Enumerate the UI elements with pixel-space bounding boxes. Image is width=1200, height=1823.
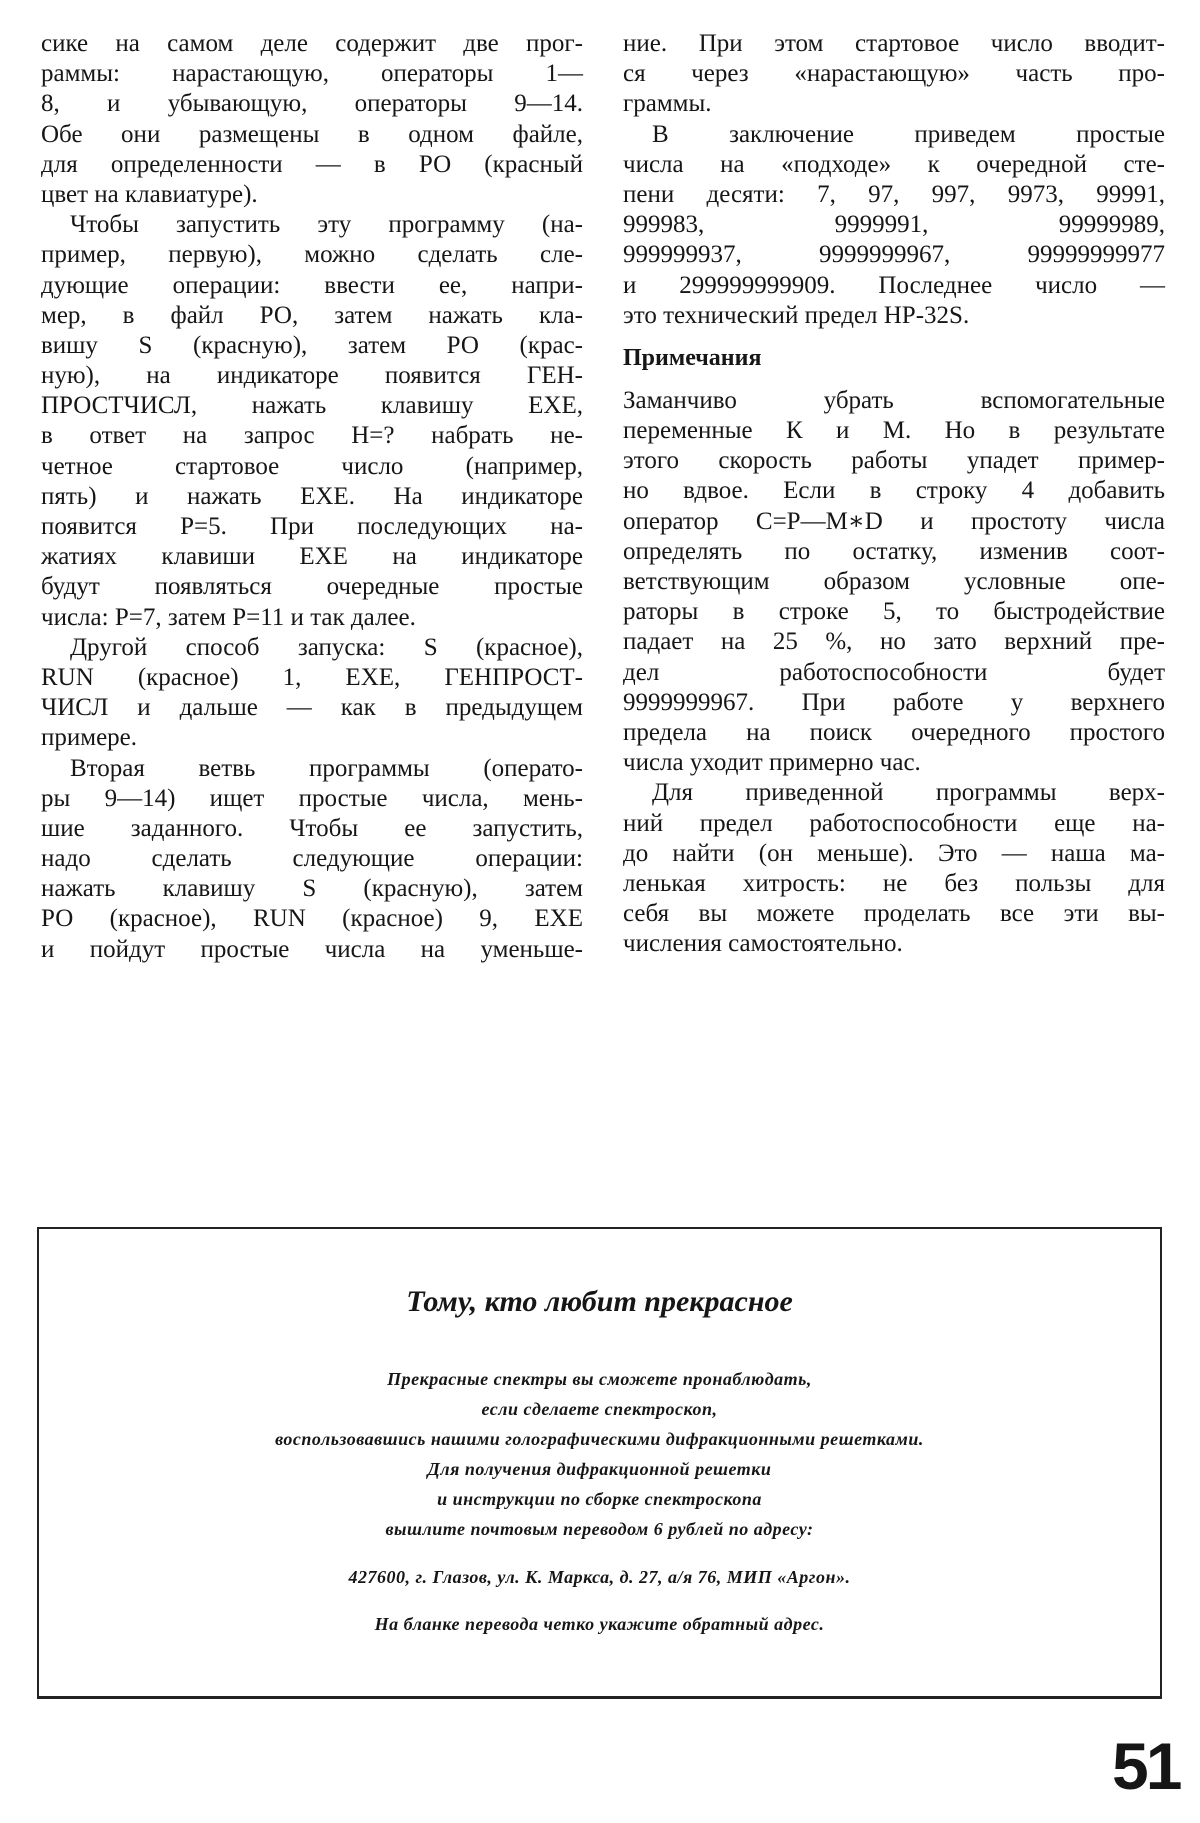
advertisement-address: 427600, г. Глазов, ул. К. Маркса, д. 27, а/я 76, МИП «Аргон».: [348, 1567, 851, 1587]
text-line: себя вы можете проделать все эти вы-: [623, 900, 1165, 928]
text-line: 9999999967. При работе у верхнего: [623, 688, 1165, 716]
text-line: жатиях клавиши EXE на индикаторе: [41, 543, 583, 571]
text-line: мер, в файл РО, затем нажать кла-: [41, 301, 583, 329]
text-line: определять по остатку, изменив соот-: [623, 537, 1165, 565]
text-line: Для приведенной программы верх-: [652, 779, 1165, 807]
text-line: ную), на индикаторе появится ГЕН-: [41, 362, 583, 390]
left-text-column: [41, 29, 583, 965]
text-line: переменные К и М. Но в результате: [623, 417, 1165, 445]
text-line: Другой способ запуска: S (красное),: [70, 633, 583, 661]
text-line: ЧИСЛ и дальше — как в предыдущем: [41, 694, 583, 722]
text-line: оператор C=P—M∗D и простоту числа: [623, 507, 1165, 535]
text-line: граммы.: [623, 90, 712, 118]
text-line: это технический предел HP-32S.: [623, 301, 970, 329]
text-line: РО (красное), RUN (красное) 9, EXE: [41, 905, 583, 933]
text-line: пример, первую), можно сделать сле-: [41, 241, 583, 269]
text-line: раторы в строке 5, то быстродействие: [623, 598, 1165, 626]
text-line: 999983, 9999991, 99999989,: [623, 211, 1165, 239]
text-line: предела на поиск очередного простого: [623, 718, 1165, 746]
text-line: числения самостоятельно.: [623, 930, 903, 958]
text-line: 999999937, 9999999967, 99999999977: [623, 241, 1165, 269]
text-line: числа уходит примерно час.: [623, 749, 921, 777]
text-line: и 299999999909. Последнее число —: [623, 271, 1165, 299]
text-line: цвет на клавиатуре).: [41, 180, 258, 208]
text-line: шие заданного. Чтобы ее запустить,: [41, 814, 583, 842]
text-line: вишу S (красную), затем РО (крас-: [41, 331, 583, 359]
text-line: числа: Р=7, затем Р=11 и так далее.: [41, 603, 416, 631]
advertisement-line: если сделаете спектроскоп,: [481, 1399, 718, 1419]
advertisement-line: На бланке перевода четко укажите обратный адрес.: [374, 1614, 825, 1634]
text-line: появится Р=5. При последующих на-: [41, 513, 583, 540]
text-line: сике на самом деле содержит две прог-: [41, 30, 583, 57]
advertisement-title: Тому, кто любит прекрасное: [406, 1285, 793, 1318]
text-line: для определенности — в РО (красный: [41, 150, 583, 178]
advertisement-line: Для получения дифракционной решетки: [427, 1459, 772, 1479]
text-line: ние. При этом стартовое число вводит-: [623, 30, 1165, 57]
text-line: примере.: [41, 724, 138, 752]
text-line: ний предел работоспособности еще на-: [623, 809, 1165, 837]
advertisement-line: и инструкции по сборке спектроскопа: [437, 1489, 762, 1509]
text-line: пени десяти: 7, 97, 997, 9973, 99991,: [623, 180, 1165, 208]
text-line: нажать клавишу S (красную), затем: [41, 875, 583, 903]
page-number: 51: [1112, 1729, 1180, 1803]
text-line: но вдвое. Если в строку 4 добавить: [623, 477, 1165, 505]
text-line: и пойдут простые числа на уменьше-: [41, 935, 583, 963]
text-line: дел работоспособности будет: [623, 658, 1165, 686]
text-line: до найти (он меньше). Это — наша ма-: [623, 839, 1165, 867]
advertisement-line: вышлите почтовым переводом 6 рублей по адресу:: [385, 1519, 814, 1539]
text-line: ленькая хитрость: не без пользы для: [623, 869, 1165, 897]
text-line: Обе они размещены в одном файле,: [41, 120, 583, 148]
text-line: Заманчиво убрать вспомогательные: [623, 386, 1165, 414]
text-line: Чтобы запустить эту программу (на-: [70, 211, 583, 239]
text-line: ры 9—14) ищет простые числа, мень-: [41, 784, 583, 812]
text-line: числа на «подходе» к очередной сте-: [623, 150, 1165, 178]
right-text-column: [623, 29, 1165, 959]
text-line: ся через «нарастающую» часть про-: [623, 60, 1165, 88]
text-line: ПРОСТЧИСЛ, нажать клавишу EXE,: [41, 392, 583, 420]
text-line: этого скорость работы упадет пример-: [623, 447, 1165, 475]
section-heading: Примечания: [623, 344, 762, 371]
advertisement-line: Прекрасные спектры вы сможете пронаблюдать,: [387, 1369, 812, 1389]
text-line: будут появляться очередные простые: [41, 573, 583, 601]
text-line: RUN (красное) 1, EXE, ГЕНПРОСТ-: [41, 663, 583, 691]
advertisement-box: [37, 1227, 1162, 1699]
text-line: 8, и убывающую, операторы 9—14.: [41, 90, 583, 118]
text-line: надо сделать следующие операции:: [41, 845, 583, 873]
text-line: Вторая ветвь программы (операто-: [70, 754, 583, 782]
text-line: раммы: нарастающую, операторы 1—: [41, 60, 583, 88]
text-line: ветствующим образом условные опе-: [623, 568, 1165, 595]
advertisement-line: воспользовавшись нашими голографическими дифракционными решетками.: [275, 1429, 924, 1449]
text-line: в ответ на запрос Н=? набрать не-: [41, 422, 583, 450]
text-line: В заключение приведем простые: [652, 120, 1165, 148]
text-line: четное стартовое число (например,: [41, 452, 583, 480]
text-line: пять) и нажать EXE. На индикаторе: [41, 482, 583, 510]
text-line: падает на 25 %, но зато верхний пре-: [623, 628, 1165, 656]
text-line: дующие операции: ввести ее, напри-: [41, 271, 583, 299]
